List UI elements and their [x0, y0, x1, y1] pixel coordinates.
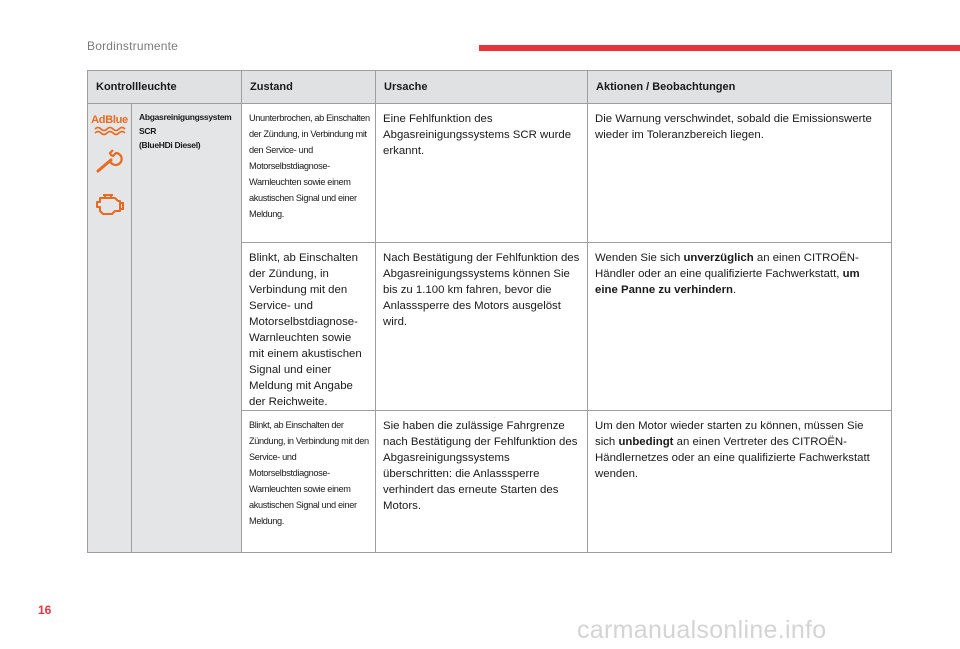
action-cell [588, 243, 892, 411]
action-cell [588, 411, 892, 553]
indicator-variant: (BlueHDi Diesel) [139, 140, 201, 150]
cause-cell [376, 243, 588, 411]
state-cell [242, 104, 376, 243]
indicator-table [87, 70, 892, 553]
cause-text: Sie haben die zulässige Fahrgrenze nach Bestätigung der Fehlfunktion des Abgasreinigungssystems überschritten: die Anlasssperre verhindert das erneute Starten des Motors. [383, 420, 578, 512]
action-text: Wenden Sie sich unverzüglich an einen CITROËN-Händler oder an eine qualifizierte Fachwerkstatt, um eine Panne zu verhindern. [595, 252, 860, 296]
cause-text: Eine Fehlfunktion des Abgasreinigungssystems SCR wurde erkannt. [383, 113, 572, 157]
indicator-icons-cell [88, 104, 132, 553]
cause-cell [376, 411, 588, 553]
engine-icon [92, 186, 128, 222]
table-header-row [88, 71, 892, 104]
action-text: Die Warnung verschwindet, sobald die Emissionswerte wieder im Toleranzbereich liegen. [595, 113, 872, 141]
action-text: Um den Motor wieder starten zu können, müssen Sie sich unbedingt an einen Vertreter des CITROËN-Händlernetzes oder an eine qualifizierte Fachwerkstatt wenden. [595, 420, 870, 480]
state-text: Blinkt, ab Einschalten der Zündung, in Verbindung mit den Service- und Motorselbstdiagnose-Warnleuchten sowie einem akustischen Signal und einer Meldung. [249, 420, 369, 526]
indicator-name: Abgasreinigungssystem SCR [139, 112, 232, 136]
cause-cell [376, 104, 588, 243]
state-text: Ununterbrochen, ab Einschalten der Zündung, in Verbindung mit den Service- und Motorselbstdiagnose-Warnleuchten sowie einem akustischen Signal und einer Meldung. [249, 113, 370, 219]
section-title: Bordinstrumente [87, 39, 179, 53]
table-row [88, 104, 892, 243]
header-actions: Aktionen / Beobachtungen [588, 71, 892, 104]
header-state: Zustand [242, 71, 376, 104]
page-number: 16 [38, 603, 52, 617]
header-cause: Ursache [376, 71, 588, 104]
header-accent-bar [479, 45, 960, 51]
wrench-icon [92, 144, 128, 180]
adblue-icon: AdBlue [90, 114, 130, 144]
watermark: carmanualsonline.info [577, 616, 827, 644]
indicator-name-cell [132, 104, 242, 553]
action-cell [588, 104, 892, 243]
state-cell [242, 243, 376, 411]
state-cell [242, 411, 376, 553]
state-text: Blinkt, ab Einschalten der Zündung, in Verbindung mit den Service- und Motorselbstdiagnose-Warnleuchten sowie mit einem akustischen Signal und einer Meldung mit Angabe der Reichweite. [249, 252, 362, 408]
header-indicator: Kontrollleuchte [88, 71, 242, 104]
cause-text: Nach Bestätigung der Fehlfunktion des Abgasreinigungssystems können Sie bis zu 1.100 km fahren, bevor die Anlasssperre des Motors ausgelöst wird. [383, 252, 580, 328]
